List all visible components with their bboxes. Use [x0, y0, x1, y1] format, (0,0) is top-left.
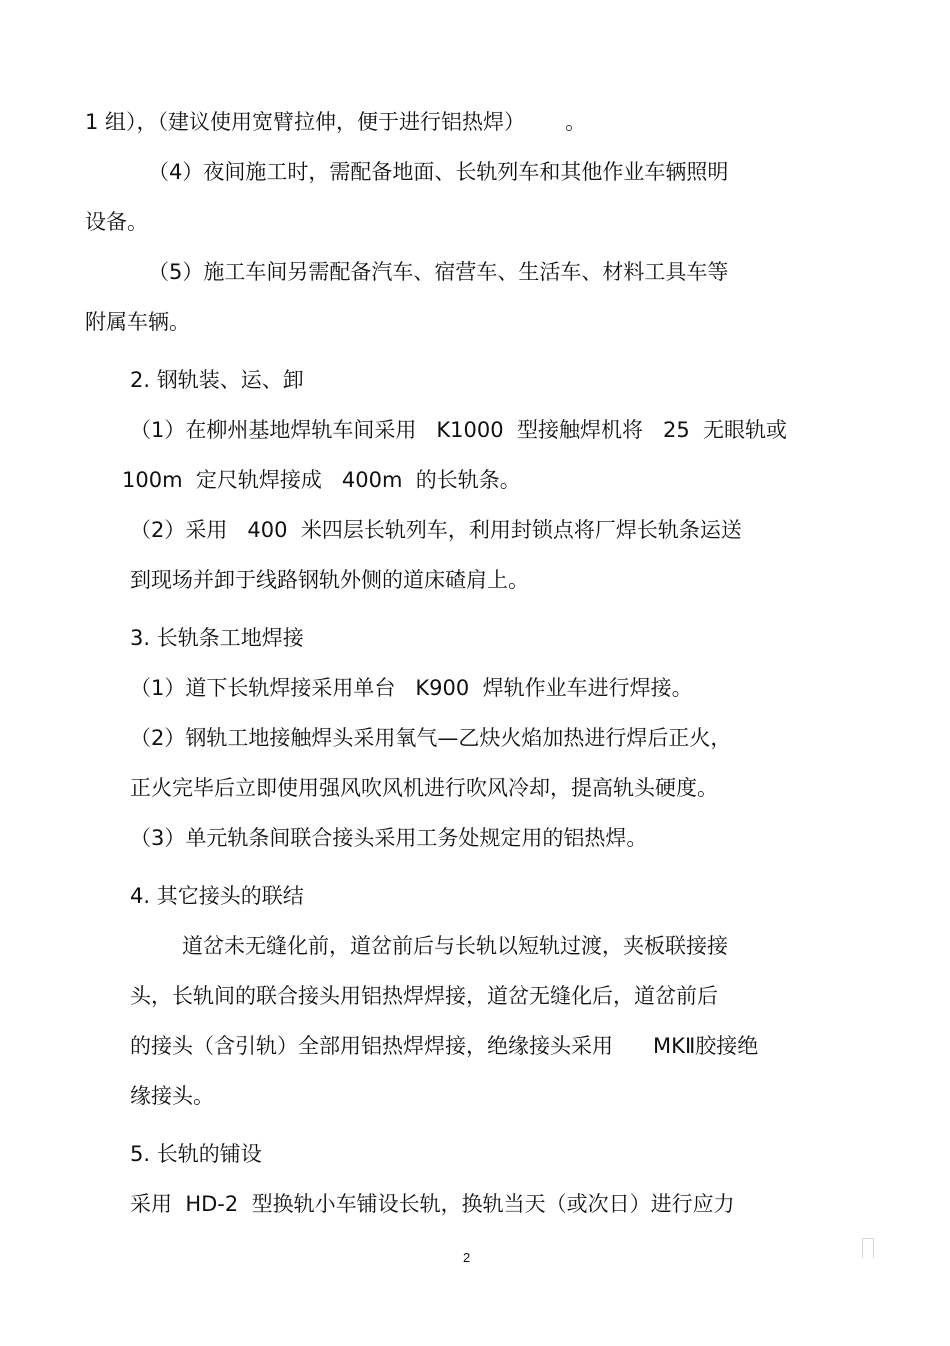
section-heading-3: 3. 长轨条工地焊接: [130, 626, 304, 650]
text-line-1: 1 组），（建议使用宽臂拉伸，便于进行铝热焊） 。: [85, 110, 587, 134]
text-line-10: 到现场并卸于线路钢轨外侧的道床碴肩上。: [130, 568, 529, 592]
text-line-19: 的接头（含引轨）全部用铝热焊焊接，绝缘接头采用 MKⅡ胶接绝: [130, 1034, 759, 1058]
text-line-14: 正火完毕后立即使用强风吹风机进行吹风冷却，提高轨头硬度。: [130, 776, 718, 800]
section-heading-4: 4. 其它接头的联结: [130, 884, 304, 908]
text-line-9: （2）采用 400 米四层长轨列车，利用封锁点将厂焊长轨条运送: [130, 518, 742, 542]
text-line-5: 附属车辆。: [85, 310, 190, 334]
text-line-22: 采用 HD-2 型换轨小车铺设长轨，换轨当天（或次日）进行应力: [130, 1192, 735, 1216]
text-line-4: （5）施工车间另需配备汽车、宿营车、生活车、材料工具车等: [148, 260, 729, 284]
text-line-12: （1）道下长轨焊接采用单台 K900 焊轨作业车进行焊接。: [130, 676, 693, 700]
text-line-18: 头，长轨间的联合接头用铝热焊焊接，道岔无缝化后，道岔前后: [130, 984, 718, 1008]
text-line-13: （2）钢轨工地接触焊头采用氧气—乙炔火焰加热进行焊后正火，: [130, 726, 732, 750]
text-line-2: （4）夜间施工时，需配备地面、长轨列车和其他作业车辆照明: [148, 160, 729, 184]
text-line-15: （3）单元轨条间联合接头采用工务处规定用的铝热焊。: [130, 826, 648, 850]
section-heading-5: 5. 长轨的铺设: [130, 1142, 262, 1166]
section-heading-2: 2. 钢轨装、运、卸: [130, 368, 304, 392]
page-number: 2: [463, 1250, 471, 1265]
text-line-8: 100m 定尺轨焊接成 400m 的长轨条。: [122, 468, 521, 492]
corner-mark: [862, 1238, 874, 1258]
text-line-17: 道岔未无缝化前，道岔前后与长轨以短轨过渡，夹板联接接: [182, 934, 728, 958]
text-line-7: （1）在柳州基地焊轨车间采用 K1000 型接触焊机将 25 无眼轨或: [130, 418, 788, 442]
text-line-20: 缘接头。: [130, 1084, 214, 1108]
text-line-3: 设备。: [85, 210, 148, 234]
